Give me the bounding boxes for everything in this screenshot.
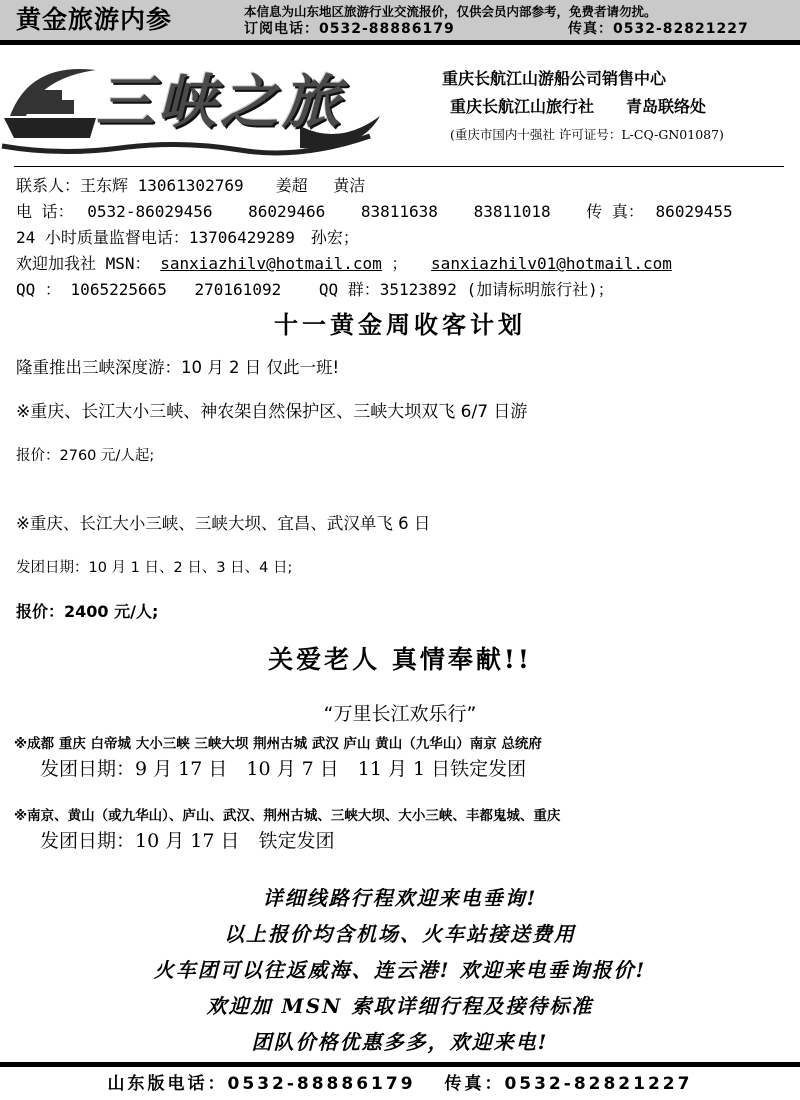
closing-line: 团队价格优惠多多，欢迎来电! bbox=[251, 1030, 549, 1054]
fax-label: 传 真： bbox=[586, 202, 644, 221]
qq-group: QQ 群：35123892 (加请标明旅行社)； bbox=[318, 280, 614, 299]
route-item: ※重庆、长江大小三峡、神农架自然保护区、三峡大坝双飞 6/7 日游 bbox=[16, 402, 528, 422]
closing-line: 火车团可以往返威海、连云港! 欢迎来电垂询报价! bbox=[153, 958, 647, 982]
msn-separator: ； bbox=[391, 254, 408, 273]
phone-number: 86029466 bbox=[248, 202, 326, 221]
subscribe-phone: 订阅电话：0532-88886179 bbox=[244, 21, 455, 37]
route-item: ※成都 重庆 白帝城 大小三峡 三峡大坝 荆州古城 武汉 庐山 黄山（九华山）南京 总统府 bbox=[14, 736, 542, 752]
fax-number: 86029455 bbox=[655, 202, 733, 221]
logo-wordmark: 三峡之旅 bbox=[96, 68, 345, 136]
msn-link[interactable]: sanxiazhilv@hotmail.com bbox=[160, 254, 382, 273]
company-line-1: 重庆长航江山游船公司销售中心 bbox=[442, 69, 667, 88]
closing-line: 详细线路行程欢迎来电垂询! bbox=[262, 886, 538, 910]
plan-title: 十一黄金周收客计划 bbox=[274, 310, 526, 339]
publication-note: 本信息为山东地区旅游行业交流报价，仅供会员内部参考，免费者请勿扰。 bbox=[244, 4, 657, 19]
phone-number: 0532-86029456 bbox=[87, 202, 213, 221]
qq-number: 270161092 bbox=[194, 280, 282, 299]
license-line: (重庆市国内十强社 许可证号：L-CQ-GN01087) bbox=[450, 127, 724, 142]
footer-contact: 山东版电话：0532-88886179 传真：0532-82821227 bbox=[107, 1074, 693, 1094]
header-fax: 传真：0532-82821227 bbox=[568, 21, 749, 37]
route-item: ※重庆、长江大小三峡、三峡大坝、宜昌、武汉单飞 6 日 bbox=[16, 514, 431, 533]
msn-link[interactable]: sanxiazhilv01@hotmail.com bbox=[431, 254, 672, 273]
contact-persons: 联系人：王东辉 13061302769 姜超 黄洁 bbox=[16, 176, 366, 195]
footer-rule bbox=[0, 1062, 800, 1067]
departure-dates: 发团日期：10 月 1 日、2 日、3 日、4 日; bbox=[16, 560, 293, 576]
publication-name: 黄金旅游内参 bbox=[16, 5, 173, 34]
msn-label: 欢迎加我社 MSN： bbox=[16, 254, 151, 273]
route-name: “万里长江欢乐行” bbox=[323, 703, 477, 725]
qq-label: QQ ： bbox=[16, 280, 61, 299]
closing-line: 欢迎加 MSN 索取详细行程及接待标准 bbox=[206, 994, 594, 1018]
msn-line bbox=[16, 253, 672, 275]
price-line: 报价：2400 元/人; bbox=[16, 602, 159, 621]
plan-intro: 隆重推出三峡深度游：10 月 2 日 仅此一班! bbox=[16, 358, 340, 377]
closing-line: 以上报价均含机场、火车站接送费用 bbox=[224, 922, 576, 946]
qq-line bbox=[16, 279, 614, 301]
qq-number: 1065225665 bbox=[70, 280, 167, 299]
phone-label: 电 话： bbox=[16, 202, 74, 221]
phone-line bbox=[16, 201, 733, 223]
phone-number: 83811638 bbox=[360, 202, 438, 221]
company-line-2: 重庆长航江山旅行社 青岛联络处 bbox=[450, 97, 707, 116]
divider bbox=[14, 166, 784, 167]
phone-number: 83811018 bbox=[473, 202, 551, 221]
departure-dates: 发团日期：10 月 17 日 铁定发团 bbox=[40, 830, 335, 852]
departure-dates: 发团日期：9 月 17 日 10 月 7 日 11 月 1 日铁定发团 bbox=[40, 758, 527, 780]
quality-hotline: 24 小时质量监督电话：13706429289 孙宏； bbox=[16, 228, 359, 247]
price-line: 报价：2760 元/人起; bbox=[16, 448, 155, 464]
seniors-title: 关爱老人 真情奉献!! bbox=[268, 645, 532, 674]
route-item: ※南京、黄山（或九华山）、庐山、武汉、荆州古城、三峡大坝、大小三峡、丰都鬼城、重庆 bbox=[14, 808, 561, 824]
